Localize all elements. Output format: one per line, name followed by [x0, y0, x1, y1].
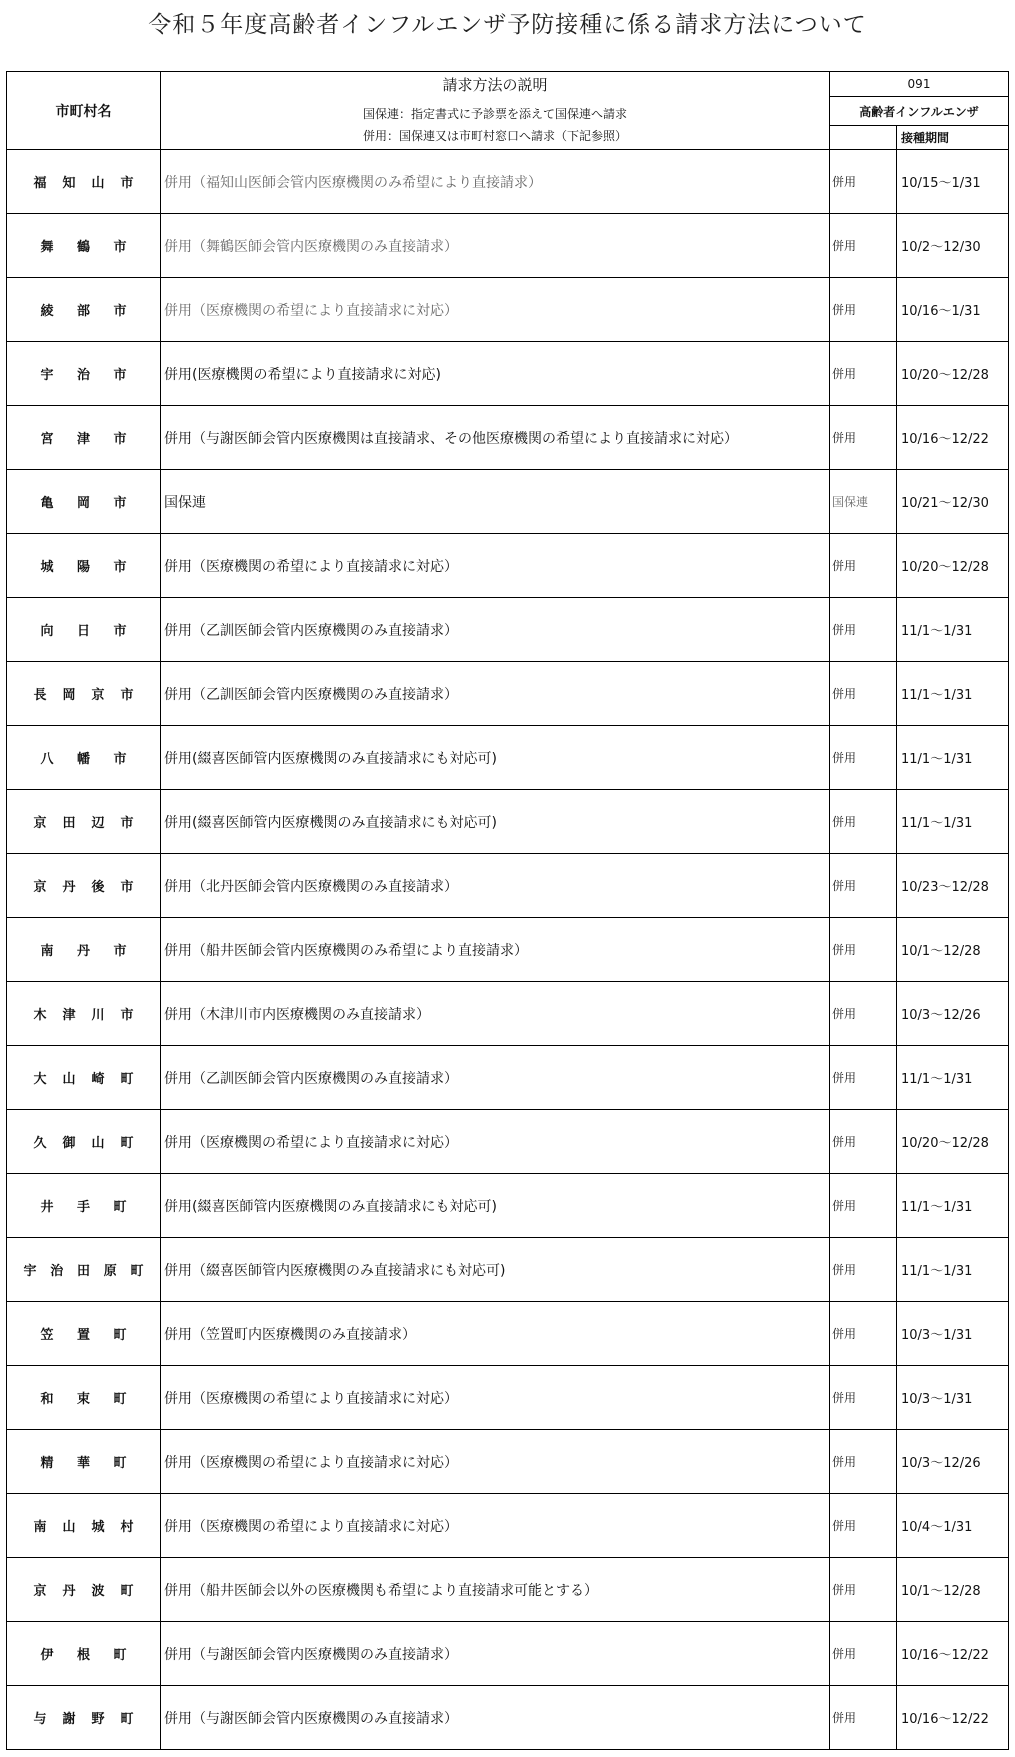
municipality-name: 伊 根 町: [40, 1648, 127, 1663]
municipality-cell: [7, 982, 161, 1046]
vaccination-period-cell: 10/1～12/28: [897, 918, 1009, 982]
method-cell: 併用（医療機関の希望により直接請求に対応）: [161, 1110, 830, 1174]
table-row: [7, 662, 1009, 726]
municipality-name: 久 御 山 町: [33, 1136, 134, 1151]
municipality-cell: [7, 854, 161, 918]
vaccination-period-cell: 10/16～12/22: [897, 1622, 1009, 1686]
method-cell: 併用（舞鶴医師会管内医療機関のみ直接請求）: [161, 214, 830, 278]
billing-type-cell: 併用: [830, 1366, 897, 1430]
method-cell: 併用（医療機関の希望により直接請求に対応）: [161, 534, 830, 598]
municipality-name: 向 日 市: [40, 624, 127, 639]
billing-type-cell: 併用: [830, 854, 897, 918]
billing-type-cell: 併用: [830, 1494, 897, 1558]
table-row: [7, 1046, 1009, 1110]
table-row: [7, 534, 1009, 598]
municipality-name: 笠 置 町: [40, 1328, 127, 1343]
billing-type-cell: 併用: [830, 1238, 897, 1302]
municipality-name: 大 山 崎 町: [33, 1072, 134, 1087]
table-row: [7, 1174, 1009, 1238]
municipality-name: 京 丹 後 市: [33, 880, 134, 895]
method-cell: 併用（医療機関の希望により直接請求に対応）: [161, 278, 830, 342]
billing-type-cell: 併用: [830, 1046, 897, 1110]
table-row: [7, 918, 1009, 982]
municipality-cell: [7, 790, 161, 854]
billing-type-cell: 併用: [830, 790, 897, 854]
municipality-cell: [7, 1430, 161, 1494]
method-cell: 併用（船井医師会管内医療機関のみ希望により直接請求）: [161, 918, 830, 982]
table-row: [7, 1430, 1009, 1494]
vaccination-period-cell: 10/3～12/26: [897, 982, 1009, 1046]
billing-type-cell: 併用: [830, 1302, 897, 1366]
billing-type-cell: 併用: [830, 214, 897, 278]
billing-type-cell: 併用: [830, 1174, 897, 1238]
billing-type-cell: 併用: [830, 406, 897, 470]
method-cell: 併用（乙訓医師会管内医療機関のみ直接請求）: [161, 1046, 830, 1110]
vaccination-period-cell: 10/3～1/31: [897, 1302, 1009, 1366]
billing-type-cell: 併用: [830, 1110, 897, 1174]
header-method-title: 請求方法の説明: [442, 76, 548, 94]
header-period: 接種期間: [897, 126, 1009, 150]
table-row: [7, 214, 1009, 278]
table-row: [7, 150, 1009, 214]
table-row: [7, 1494, 1009, 1558]
municipality-name: 城 陽 市: [40, 560, 127, 575]
municipality-name: 八 幡 市: [40, 752, 127, 767]
header-row-1: [7, 72, 1009, 97]
vaccination-period-cell: 10/16～1/31: [897, 278, 1009, 342]
method-cell: 併用(綴喜医師管内医療機関のみ直接請求にも対応可): [161, 1174, 830, 1238]
municipality-cell: [7, 662, 161, 726]
vaccination-period-cell: 10/3～1/31: [897, 1366, 1009, 1430]
municipality-name: 舞 鶴 市: [40, 240, 127, 255]
municipality-cell: [7, 726, 161, 790]
method-cell: 併用（綴喜医師管内医療機関のみ直接請求にも対応可): [161, 1238, 830, 1302]
vaccination-period-cell: 10/23～12/28: [897, 854, 1009, 918]
municipality-cell: [7, 1046, 161, 1110]
billing-type-cell: 国保連: [830, 470, 897, 534]
billing-type-cell: 併用: [830, 1686, 897, 1750]
municipality-cell: [7, 1302, 161, 1366]
table-row: [7, 1558, 1009, 1622]
table-row: [7, 1686, 1009, 1750]
vaccination-period-cell: 10/20～12/28: [897, 1110, 1009, 1174]
billing-type-cell: 併用: [830, 150, 897, 214]
table-row: [7, 790, 1009, 854]
municipality-cell: [7, 1110, 161, 1174]
municipality-cell: [7, 1366, 161, 1430]
billing-type-cell: 併用: [830, 1430, 897, 1494]
table-row: [7, 982, 1009, 1046]
municipality-cell: [7, 1238, 161, 1302]
vaccination-period-cell: 11/1～1/31: [897, 790, 1009, 854]
vaccination-period-cell: 10/21～12/30: [897, 470, 1009, 534]
method-cell: 併用（医療機関の希望により直接請求に対応）: [161, 1494, 830, 1558]
table-row: [7, 470, 1009, 534]
method-cell: 併用（与謝医師会管内医療機関は直接請求、その他医療機関の希望により直接請求に対応）: [161, 406, 830, 470]
table-row: [7, 342, 1009, 406]
method-cell: 併用（船井医師会以外の医療機関も希望により直接請求可能とする）: [161, 1558, 830, 1622]
table-row: [7, 726, 1009, 790]
municipality-cell: [7, 1494, 161, 1558]
header-municipality: 市町村名: [7, 72, 161, 150]
municipality-cell: [7, 406, 161, 470]
municipality-name: 宇 治 田 原 町: [23, 1264, 144, 1279]
vaccination-period-cell: 10/4～1/31: [897, 1494, 1009, 1558]
table-row: [7, 598, 1009, 662]
vaccination-period-cell: 11/1～1/31: [897, 1046, 1009, 1110]
municipality-name: 福 知 山 市: [33, 176, 134, 191]
municipality-cell: [7, 214, 161, 278]
method-cell: 併用（木津川市内医療機関のみ直接請求）: [161, 982, 830, 1046]
municipality-name: 京 丹 波 町: [33, 1584, 134, 1599]
municipality-cell: [7, 470, 161, 534]
municipality-name: 綾 部 市: [40, 304, 127, 319]
municipality-cell: [7, 342, 161, 406]
header-method-line1: 国保連：指定書式に予診票を添えて国保連へ請求: [362, 107, 627, 121]
method-cell: 併用（乙訓医師会管内医療機関のみ直接請求）: [161, 598, 830, 662]
method-cell: 併用(医療機関の希望により直接請求に対応): [161, 342, 830, 406]
method-cell: 併用(綴喜医師管内医療機関のみ直接請求にも対応可): [161, 790, 830, 854]
municipality-cell: [7, 1174, 161, 1238]
billing-type-cell: 併用: [830, 534, 897, 598]
table-row: [7, 1366, 1009, 1430]
vaccination-period-cell: 10/16～12/22: [897, 406, 1009, 470]
table-row: [7, 1622, 1009, 1686]
vaccination-period-cell: 10/15～1/31: [897, 150, 1009, 214]
vaccination-period-cell: 11/1～1/31: [897, 726, 1009, 790]
vaccination-period-cell: 10/20～12/28: [897, 342, 1009, 406]
vaccination-period-cell: 11/1～1/31: [897, 662, 1009, 726]
method-cell: 併用（与謝医師会管内医療機関のみ直接請求）: [161, 1622, 830, 1686]
method-cell: 併用(綴喜医師管内医療機関のみ直接請求にも対応可): [161, 726, 830, 790]
method-cell: 併用（福知山医師会管内医療機関のみ希望により直接請求）: [161, 150, 830, 214]
municipality-name: 京 田 辺 市: [33, 816, 134, 831]
method-cell: 国保連: [161, 470, 830, 534]
municipality-cell: [7, 598, 161, 662]
method-cell: 併用（与謝医師会管内医療機関のみ直接請求）: [161, 1686, 830, 1750]
table-row: [7, 1110, 1009, 1174]
municipality-cell: [7, 918, 161, 982]
header-code: 091: [830, 72, 1009, 97]
vaccination-period-cell: 10/3～12/26: [897, 1430, 1009, 1494]
municipality-cell: [7, 1686, 161, 1750]
vaccination-period-cell: 10/16～12/22: [897, 1686, 1009, 1750]
header-vaccine: 高齢者インフルエンザ: [830, 97, 1009, 126]
municipality-name: 木 津 川 市: [33, 1008, 134, 1023]
municipality-cell: [7, 1558, 161, 1622]
municipality-name: 与 謝 野 町: [33, 1712, 134, 1727]
vaccination-period-cell: 11/1～1/31: [897, 1238, 1009, 1302]
header-type-blank: [830, 126, 897, 150]
billing-method-table: [6, 71, 1009, 1750]
billing-type-cell: 併用: [830, 598, 897, 662]
billing-type-cell: 併用: [830, 918, 897, 982]
vaccination-period-cell: 10/20～12/28: [897, 534, 1009, 598]
table-row: [7, 406, 1009, 470]
municipality-name: 精 華 町: [40, 1456, 127, 1471]
header-method-line2: 併用：国保連又は市町村窓口へ請求（下記参照）: [362, 129, 627, 143]
municipality-name: 南 丹 市: [40, 944, 127, 959]
municipality-cell: [7, 278, 161, 342]
municipality-name: 宮 津 市: [40, 432, 127, 447]
municipality-name: 亀 岡 市: [40, 496, 127, 511]
method-cell: 併用（医療機関の希望により直接請求に対応）: [161, 1366, 830, 1430]
billing-type-cell: 併用: [830, 726, 897, 790]
billing-type-cell: 併用: [830, 342, 897, 406]
table-row: [7, 854, 1009, 918]
vaccination-period-cell: 10/1～12/28: [897, 1558, 1009, 1622]
municipality-cell: [7, 150, 161, 214]
method-cell: 併用（医療機関の希望により直接請求に対応）: [161, 1430, 830, 1494]
municipality-name: 南 山 城 村: [33, 1520, 134, 1535]
table-row: [7, 1302, 1009, 1366]
municipality-name: 長 岡 京 市: [33, 688, 134, 703]
billing-type-cell: 併用: [830, 1558, 897, 1622]
header-method: [161, 72, 830, 150]
municipality-cell: [7, 534, 161, 598]
billing-type-cell: 併用: [830, 278, 897, 342]
vaccination-period-cell: 10/2～12/30: [897, 214, 1009, 278]
method-cell: 併用（笠置町内医療機関のみ直接請求）: [161, 1302, 830, 1366]
vaccination-period-cell: 11/1～1/31: [897, 598, 1009, 662]
municipality-name: 井 手 町: [40, 1200, 127, 1215]
table-row: [7, 278, 1009, 342]
page-title: 令和５年度高齢者インフルエンザ予防接種に係る請求方法について: [148, 12, 867, 38]
method-cell: 併用（乙訓医師会管内医療機関のみ直接請求）: [161, 662, 830, 726]
vaccination-period-cell: 11/1～1/31: [897, 1174, 1009, 1238]
municipality-name: 和 束 町: [40, 1392, 127, 1407]
municipality-name: 宇 治 市: [40, 368, 127, 383]
billing-type-cell: 併用: [830, 1622, 897, 1686]
method-cell: 併用（北丹医師会管内医療機関のみ直接請求）: [161, 854, 830, 918]
billing-type-cell: 併用: [830, 662, 897, 726]
municipality-cell: [7, 1622, 161, 1686]
billing-type-cell: 併用: [830, 982, 897, 1046]
table-row: [7, 1238, 1009, 1302]
